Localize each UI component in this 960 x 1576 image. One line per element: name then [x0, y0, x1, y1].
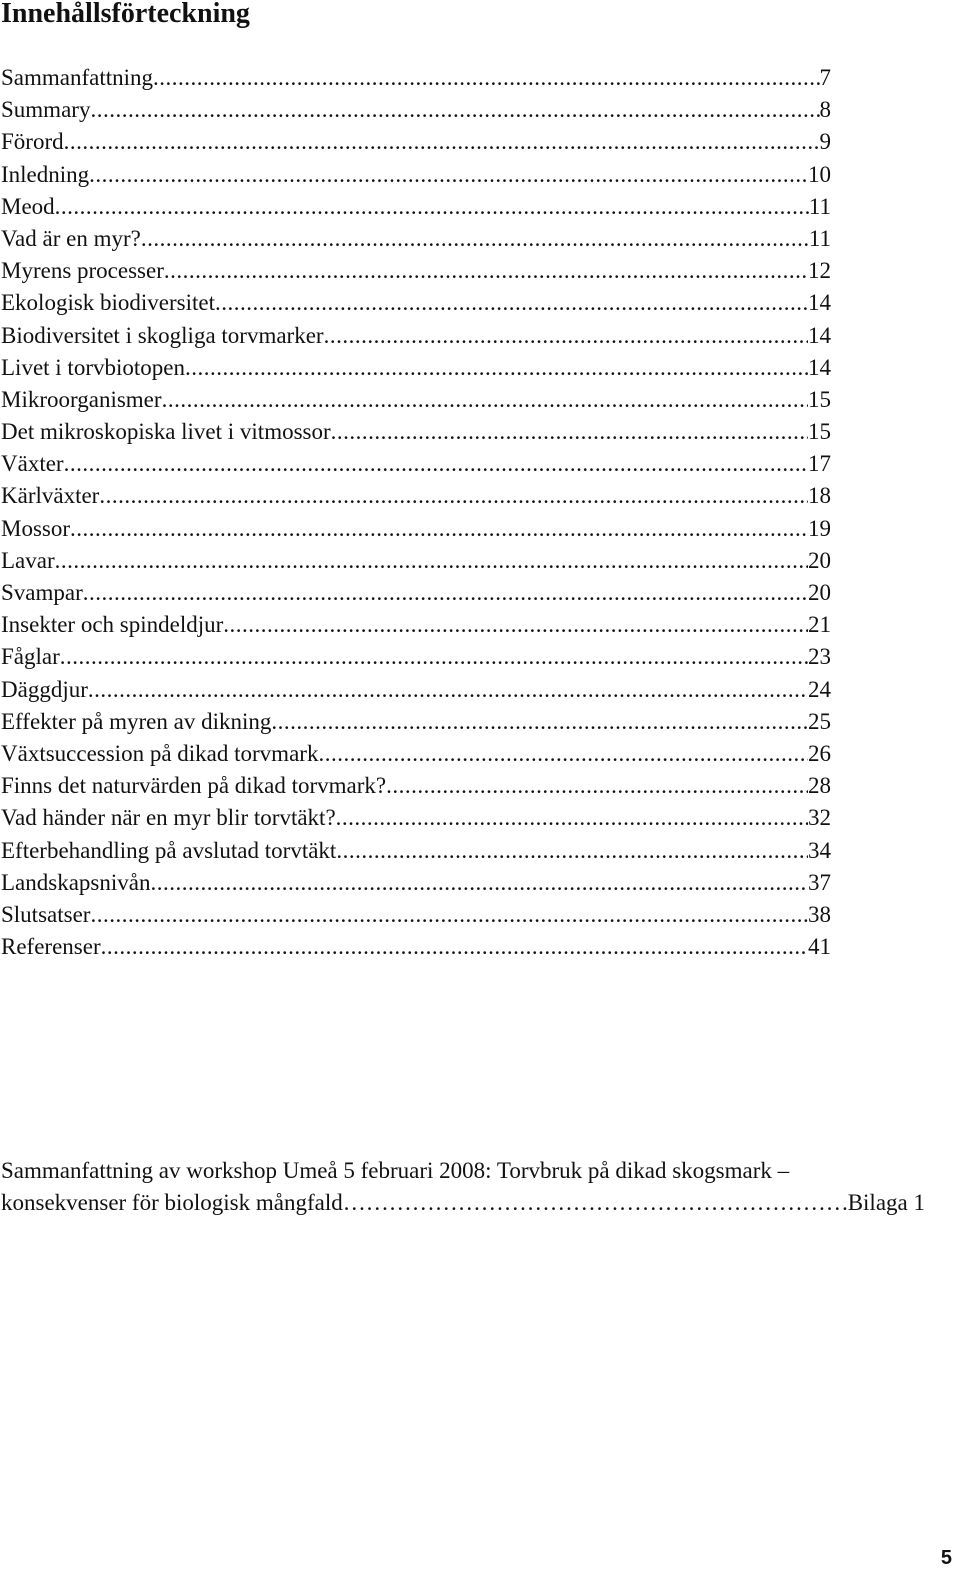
toc-entry-label: Vad händer när en myr blir torvtäkt? — [1, 805, 336, 831]
toc-entry-label: Mossor — [1, 515, 71, 541]
toc-entry[interactable] — [1, 62, 831, 94]
toc-entry-page: 24 — [808, 676, 831, 702]
toc-entry-label: Finns det naturvärden på dikad torvmark? — [1, 773, 387, 799]
appendix-title-continuation: konsekvenser för biologisk mångfald — [1, 1190, 343, 1215]
toc-entry-label: Insekter och spindeldjur — [1, 612, 224, 638]
toc-entry[interactable] — [1, 674, 831, 706]
toc-entry[interactable] — [1, 255, 831, 287]
toc-entry-label: Effekter på myren av dikning — [1, 708, 272, 734]
toc-entry-page: 25 — [808, 708, 831, 734]
toc-entry-page: 17 — [808, 451, 831, 477]
toc-entry-label: Biodiversitet i skogliga torvmarker — [1, 322, 324, 348]
toc-dot-leader — [88, 674, 808, 706]
toc-entry-label: Svampar — [1, 580, 83, 605]
toc-entry-page: 23 — [808, 644, 831, 670]
toc-entry-page: 11 — [808, 193, 831, 219]
toc-entry[interactable] — [1, 609, 831, 641]
toc-entry-page: 18 — [808, 483, 831, 509]
toc-dot-leader — [271, 706, 808, 738]
toc-entry[interactable] — [1, 738, 831, 770]
toc-entry[interactable] — [1, 223, 831, 255]
toc-dot-leader — [162, 384, 808, 416]
toc-entry[interactable] — [1, 706, 831, 738]
toc-dot-leader — [324, 320, 808, 352]
toc-entry-page: 7 — [819, 65, 831, 90]
toc-entry-page: 15 — [808, 386, 831, 412]
toc-entry[interactable] — [1, 577, 831, 609]
toc-dot-leader — [64, 126, 820, 158]
toc-entry[interactable] — [1, 352, 831, 384]
toc-dot-leader — [90, 899, 808, 931]
toc-entry-label: Landskapsnivån — [1, 869, 151, 895]
toc-entry-label: Referenser — [1, 934, 101, 960]
toc-entry[interactable] — [1, 384, 831, 416]
appendix-title-line: Sammanfattning av workshop Umeå 5 februari 2008: Torvbruk på dikad skogsmark – — [1, 1158, 790, 1183]
toc-entry[interactable] — [1, 159, 831, 191]
toc-entry-page: 14 — [808, 290, 831, 316]
toc-dot-leader — [336, 802, 808, 834]
toc-entry[interactable] — [1, 416, 831, 448]
toc-dot-leader — [70, 513, 808, 545]
toc-entry-label: Kärlväxter — [1, 483, 100, 509]
appendix-entry[interactable] — [1, 1155, 925, 1219]
toc-dot-leader — [83, 577, 808, 609]
toc-dot-leader — [153, 62, 819, 94]
toc-entry[interactable] — [1, 835, 831, 867]
toc-dot-leader — [386, 770, 808, 802]
toc-entry[interactable] — [1, 931, 831, 963]
toc-dot-leader — [336, 835, 808, 867]
toc-entry-page: 20 — [808, 547, 831, 573]
toc-entry-page: 15 — [808, 419, 831, 445]
toc-entry-label: Livet i torvbiotopen — [1, 354, 185, 380]
toc-entry-page: 9 — [819, 129, 831, 155]
toc-entry[interactable] — [1, 867, 831, 899]
toc-entry-label: Däggdjur — [1, 676, 88, 702]
appendix-page-reference: Bilaga 1 — [847, 1190, 925, 1215]
toc-entry-page: 11 — [808, 225, 831, 251]
toc-entry-label: Efterbehandling på avslutad torvtäkt — [1, 837, 337, 863]
toc-dot-leader — [215, 287, 808, 319]
toc-dot-leader — [223, 609, 808, 641]
toc-entry[interactable] — [1, 191, 831, 223]
toc-entry-page: 26 — [808, 740, 831, 766]
toc-entry[interactable] — [1, 480, 831, 512]
toc-entry-label: Inledning — [1, 161, 90, 187]
toc-entry-page: 8 — [819, 97, 831, 123]
toc-entry-label: Mikroorganismer — [1, 386, 162, 412]
toc-entry[interactable] — [1, 641, 831, 673]
page-title: Innehållsförteckning — [1, 0, 250, 29]
toc-entry[interactable] — [1, 94, 831, 126]
toc-dot-leader — [89, 159, 808, 191]
toc-dot-leader — [318, 738, 808, 770]
toc-entry-label: Växtsuccession på dikad torvmark — [1, 740, 319, 766]
toc-entry-page: 38 — [808, 901, 831, 927]
toc-entry-label: Fåglar — [1, 644, 60, 670]
toc-entry-page: 14 — [808, 322, 831, 348]
toc-entry-page: 20 — [808, 580, 831, 605]
toc-entry-label: Förord — [1, 129, 64, 155]
toc-entry-page: 37 — [808, 869, 831, 895]
toc-dot-leader — [331, 416, 808, 448]
toc-entry-label: Slutsatser — [1, 901, 91, 927]
appendix-dot-leader — [343, 1187, 848, 1219]
toc-entry-label: Det mikroskopiska livet i vitmossor — [1, 419, 331, 445]
toc-dot-leader — [64, 448, 808, 480]
toc-entry-page: 21 — [808, 612, 831, 638]
toc-entry[interactable] — [1, 448, 831, 480]
toc-entry-page: 12 — [808, 258, 831, 284]
toc-dot-leader — [55, 545, 808, 577]
toc-entry-label: Sammanfattning — [1, 65, 154, 90]
toc-entry-page: 19 — [808, 515, 831, 541]
toc-dot-leader — [150, 867, 808, 899]
toc-dot-leader — [90, 94, 819, 126]
toc-entry[interactable] — [1, 126, 831, 158]
toc-dot-leader — [99, 480, 808, 512]
toc-entry[interactable] — [1, 287, 831, 319]
toc-entry-label: Lavar — [1, 547, 55, 573]
toc-entry[interactable] — [1, 320, 831, 352]
toc-entry-page: 14 — [808, 354, 831, 380]
toc-entry[interactable] — [1, 770, 831, 802]
toc-entry-page: 10 — [808, 161, 831, 187]
toc-entry-label: Ekologisk biodiversitet — [1, 290, 216, 316]
toc-entry-page: 41 — [808, 934, 831, 960]
page-number: 5 — [940, 1547, 952, 1569]
toc-entry-page: 28 — [808, 773, 831, 799]
toc-dot-leader — [101, 931, 808, 963]
toc-entry-page: 32 — [808, 805, 831, 831]
toc-entry-page: 34 — [808, 837, 831, 863]
appendix-second-line — [1, 1187, 925, 1219]
toc-entry[interactable] — [1, 545, 831, 577]
toc-entry-label: Myrens processer — [1, 258, 164, 284]
toc-entry[interactable] — [1, 513, 831, 545]
toc-dot-leader — [141, 223, 809, 255]
toc-dot-leader — [60, 641, 808, 673]
toc-entry-label: Summary — [1, 97, 91, 123]
toc-entry[interactable] — [1, 899, 831, 931]
toc-entry-label: Vad är en myr? — [1, 225, 141, 251]
toc-entry[interactable] — [1, 802, 831, 834]
toc-dot-leader — [185, 352, 808, 384]
table-of-contents — [1, 62, 831, 963]
toc-dot-leader — [164, 255, 808, 287]
toc-entry-label: Växter — [1, 451, 64, 477]
toc-dot-leader — [55, 191, 809, 223]
toc-entry-label: Meod — [1, 193, 55, 219]
